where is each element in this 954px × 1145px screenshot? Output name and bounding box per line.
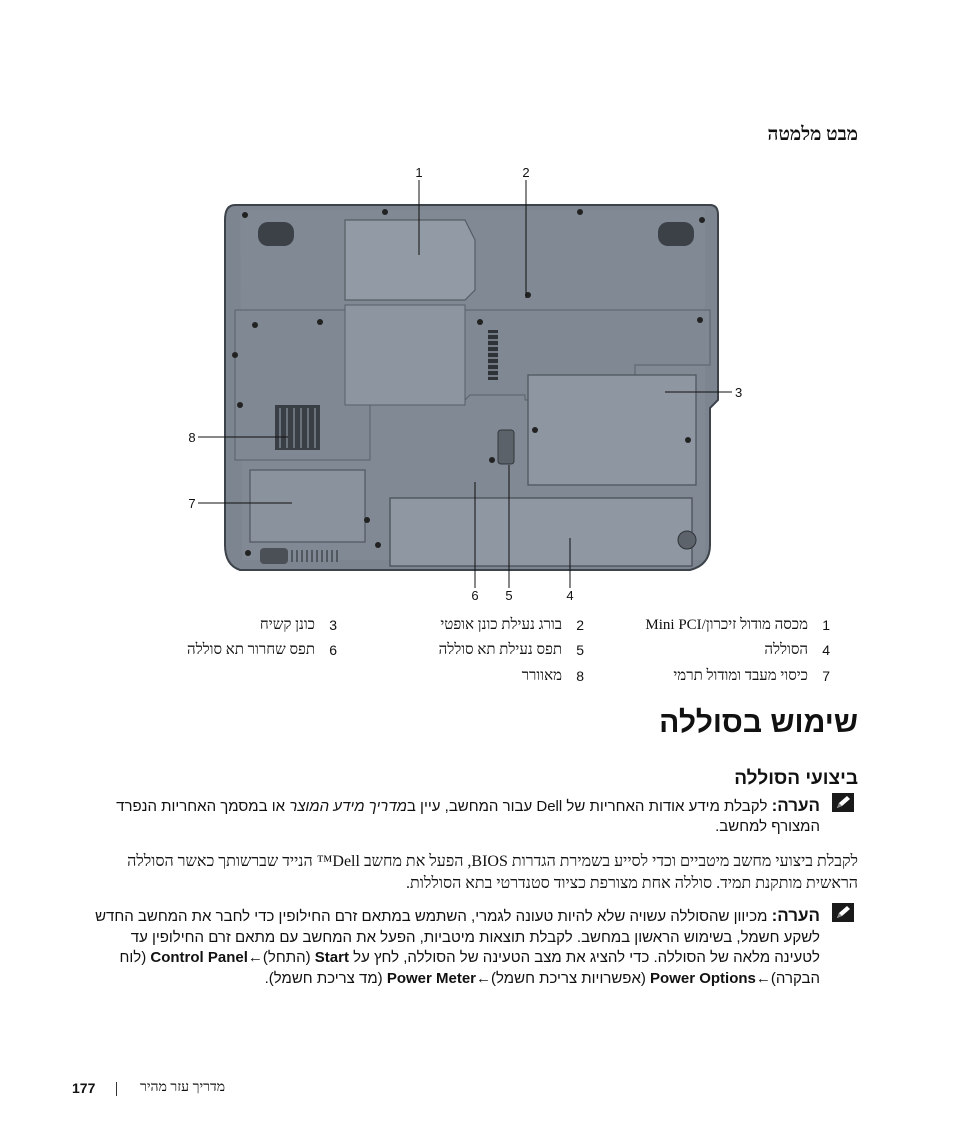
callout-6: 6 [471,588,479,603]
callout-3: 3 [735,385,743,400]
callout-5: 5 [505,588,513,603]
callout-2: 2 [522,165,530,180]
legend-row: 7 כיסוי מעבד ומודול תרמי 8 מאוורר [521,668,830,684]
sub-title: ביצועי הסוללה [734,768,858,789]
main-title: שימוש בסוללה [659,706,858,739]
note-pencil-icon [832,903,854,922]
note-warranty: הערה: לקבלת מידע אודות האחריות של Dell עבור המחשב, עיין במדריך מידע המוצר או במסמך האחריות הנפרד המצורף למחשב. [116,796,820,835]
note-label: הערה: [771,796,820,815]
footer-divider [116,1082,117,1096]
laptop-bottom-view-illustration [180,160,780,620]
page-number: 177 [72,1080,96,1096]
legend-row: 1 מכסה מודול זיכרון/Mini PCI 2 בורג נעילת כונן אופטי 3 כונן קשיח [259,617,830,633]
legend-row: 4 הסוללה 5 תפס נעילת תא סוללה 6 תפס שחרור תא סוללה [186,642,830,658]
section-title: מבט מלמטה [767,124,858,145]
battery-paragraph: לקבלת ביצועי מחשב מיטביים וכדי לסייע בשמירת הגדרות BIOS, הפעל את מחשב Dell™ הנייד שברשותך כאשר הסוללה הראשית מותקנת תמיד. סוללה אחת מצורפת כציוד סטנדרטי בתא הסוללות. [127,853,858,892]
callout-4: 4 [566,588,574,603]
note-label: הערה: [771,906,820,925]
note-charging: הערה: מכיוון שהסוללה עשויה שלא להיות טעונה לגמרי, השתמש במתאם זרם החילופין כדי לחבר את המחשב החדש לשקע חשמל, בשימוש הראשון במחשב. לקבלת תוצאות מיטביות, הפעל את המחשב עם מתאם זרם החילופין עד לטעינה מלאה של הסוללה. כדי להציג את מצב הטעינה של הסוללה, לחץ על Start (התחל)←Control Panel (לוח הבקרה)←Power Options (אפשרויות צריכת חשמל)←Power Meter (מד צריכת חשמל). [95,906,820,987]
callout-8: 8 [188,430,196,445]
callout-1: 1 [415,165,423,180]
page-footer [72,1080,272,1100]
footer-guide-title: מדריך עזר מהיר [140,1080,226,1095]
note-pencil-icon [832,793,854,812]
callout-7: 7 [188,496,196,511]
